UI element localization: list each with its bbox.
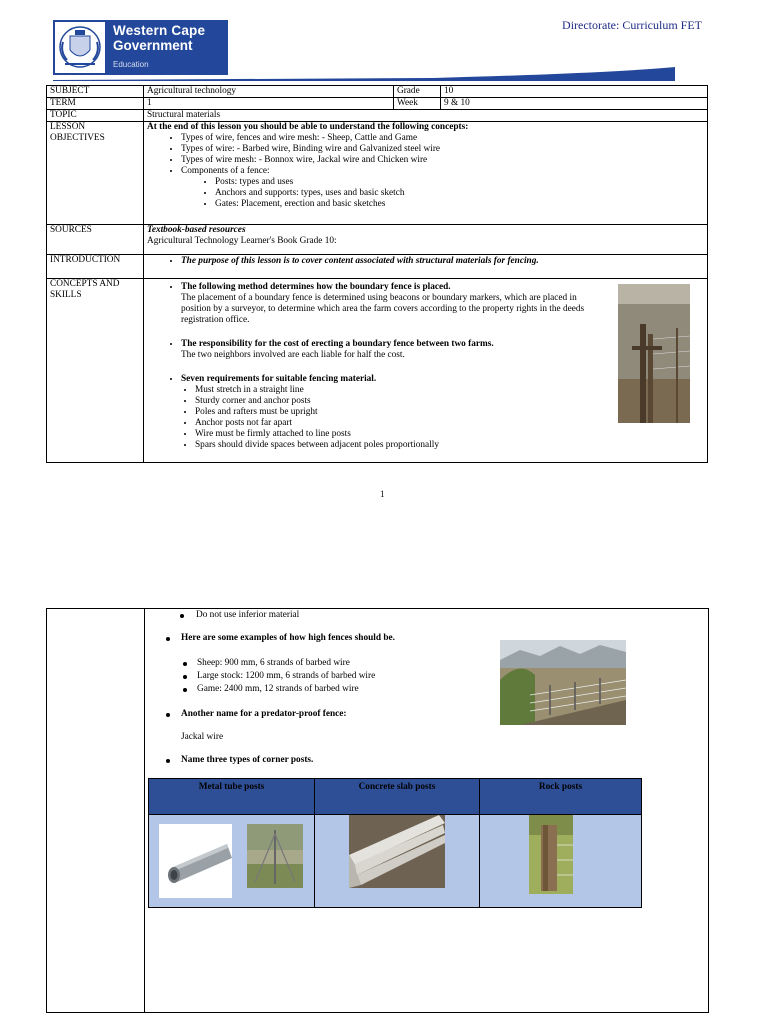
requirement-item: • Anchor posts not far apart [195,418,635,429]
topic-label: TOPIC [47,110,144,122]
grade-value: 10 [441,86,708,98]
row-sources [47,225,708,255]
requirement-item: • Poles and rafters must be upright [195,407,635,418]
height-item: Sheep: 900 mm, 6 strands of barbed wire [197,658,350,668]
column-divider [144,609,145,1012]
concrete-slab-photo [349,815,445,888]
week-value: 9 & 10 [441,98,708,110]
subject-value: Agricultural technology [144,86,394,98]
concept-text-1: The placement of a boundary fence is determined using beacons or boundary markers, which are placed in position by a surveyor, to determine which area the farm covers according to the property rights in the deeds registration office. [181,293,585,325]
sources-title: Textbook-based resources [147,225,246,235]
row-concepts [47,279,708,463]
rock-post-photo [529,815,573,894]
posts-header-metal: Metal tube posts [149,779,315,815]
objective-subitem: • Gates: Placement, erection and basic sketches [215,199,704,210]
bullet [166,713,170,717]
logo-line-1: Western Cape [113,23,206,38]
posts-image-row [149,815,642,908]
row-term [47,98,708,110]
logo-line-2: Government [113,38,193,53]
introduction-text: • The purpose of this lesson is to cover content associated with structural materials for fencing. [181,256,704,267]
corner-posts-heading: Name three types of corner posts. [181,755,314,765]
requirement-item: • Wire must be firmly attached to line posts [195,429,635,440]
page-number: 1 [380,489,385,499]
predator-fence-answer: Jackal wire [181,732,224,742]
bullet [183,688,187,692]
objectives-label: LESSON OBJECTIVES [47,122,144,225]
directorate-heading: Directorate: Curriculum FET [562,18,702,32]
posts-header-row [149,779,642,815]
concept-text-2: The two neighbors involved are each liable for half the cost. [181,350,405,360]
concrete-posts-cell [315,815,480,908]
row-introduction [47,255,708,279]
fence-post-photo [618,284,690,423]
grade-label: Grade [394,86,441,98]
predator-fence-heading: Another name for a predator-proof fence: [181,709,347,719]
logo-line-3: Education [113,60,149,69]
bullet [166,759,170,763]
objective-subitem: • Anchors and supports: types, uses and basic sketch [215,188,704,199]
requirement-item: • Sturdy corner and anchor posts [195,396,635,407]
row-topic [47,110,708,122]
height-item: Game: 2400 mm, 12 strands of barbed wire [197,684,359,694]
concept-heading-3: • Seven requirements for suitable fencing material. [181,374,587,385]
objective-subitem: • Posts: types and uses [215,177,704,188]
objective-item [181,166,704,210]
corner-posts-table [148,778,642,908]
requirement-item: • Spars should divide spaces between adjacent poles proportionally [195,440,635,451]
objective-item: • Types of wire mesh: - Bonnox wire, Jackal wire and Chicken wire [181,155,704,166]
fence-landscape-photo [500,640,626,725]
bullet [183,675,187,679]
row-objectives [47,122,708,225]
subject-label: SUBJECT [47,86,144,98]
objective-item-label: Components of a fence: [181,166,270,176]
metal-post-field-photo [247,824,303,888]
concepts-cell [144,279,708,463]
week-label: Week [394,98,441,110]
bullet [166,637,170,641]
metal-posts-cell [149,815,315,908]
item-inferior-material: Do not use inferior material [196,610,300,620]
sources-text: Agricultural Technology Learner's Book Grade 10: [147,236,337,246]
rock-posts-cell [480,815,642,908]
objectives-cell [144,122,708,225]
posts-header-concrete: Concrete slab posts [315,779,480,815]
fence-heights-heading: Here are some examples of how high fences should be. [181,633,395,643]
concepts-label: CONCEPTS AND SKILLS [47,279,144,463]
term-value: 1 [144,98,394,110]
lesson-plan-table [46,85,708,463]
objective-item: • Types of wire, fences and wire mesh: - Sheep, Cattle and Game [181,133,704,144]
sources-label: SOURCES [47,225,144,255]
row-subject [47,86,708,98]
term-label: TERM [47,98,144,110]
bullet [180,614,184,618]
header-swoosh-bar [53,67,675,81]
objectives-intro: At the end of this lesson you should be able to understand the following concepts: [147,122,469,132]
introduction-label: INTRODUCTION [47,255,144,279]
bullet [183,662,187,666]
height-item: Large stock: 1200 mm, 6 strands of barbed wire [197,671,376,681]
metal-tube-photo [159,824,232,898]
coat-of-arms-icon [55,22,105,73]
concept-heading-1: • The following method determines how the boundary fence is placed. [181,282,587,293]
requirement-item: • Must stretch in a straight line [195,385,635,396]
topic-value: Structural materials [144,110,708,122]
concept-heading-2: • The responsibility for the cost of erecting a boundary fence between two farms. [181,339,587,350]
objective-item: • Types of wire: - Barbed wire, Binding wire and Galvanized steel wire [181,144,704,155]
sources-cell [144,225,708,255]
posts-header-rock: Rock posts [480,779,642,815]
introduction-cell [144,255,708,279]
